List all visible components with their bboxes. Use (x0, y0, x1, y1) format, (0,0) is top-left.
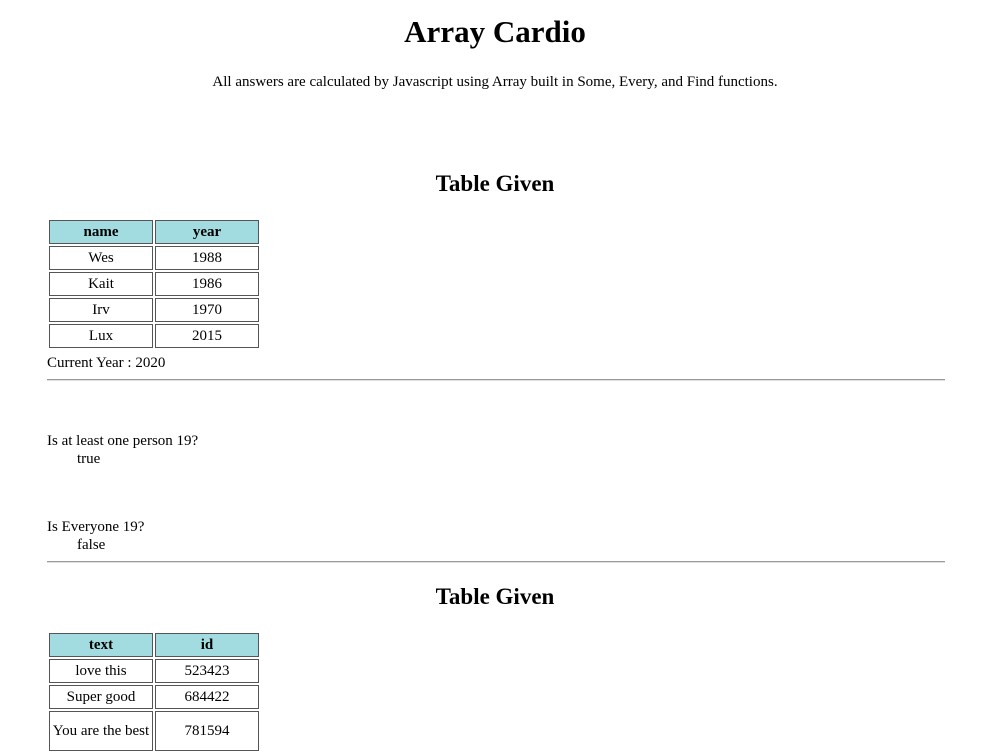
column-header-year: year (155, 220, 259, 244)
table-row (49, 711, 259, 751)
cell-text: You are the best (49, 711, 153, 751)
section-title-comments: Table Given (435, 584, 555, 609)
comments-table (47, 631, 261, 753)
divider (47, 561, 945, 563)
answer-some: true (77, 451, 101, 467)
table-header-row (49, 633, 259, 657)
cell-name: Lux (49, 324, 153, 348)
table-row (49, 685, 259, 709)
table-row (49, 298, 259, 322)
divider (47, 379, 945, 381)
cell-year: 2015 (155, 324, 259, 348)
table-row (49, 272, 259, 296)
table-header-row (49, 220, 259, 244)
page-subtitle: All answers are calculated by Javascript using Array built in Some, Every, and Find functions. (212, 74, 778, 90)
cell-name: Irv (49, 298, 153, 322)
cell-year: 1986 (155, 272, 259, 296)
cell-id: 523423 (155, 659, 259, 683)
cell-name: Kait (49, 272, 153, 296)
cell-text: love this (49, 659, 153, 683)
section-title-people: Table Given (435, 171, 555, 196)
question-every: Is Everyone 19? (47, 519, 145, 535)
cell-id: 781594 (155, 711, 259, 751)
current-year-label: Current Year : 2020 (47, 355, 166, 371)
column-header-text: text (49, 633, 153, 657)
table-row (49, 659, 259, 683)
cell-text: Super good (49, 685, 153, 709)
column-header-id: id (155, 633, 259, 657)
people-table (47, 218, 261, 350)
table-row (49, 246, 259, 270)
cell-year: 1970 (155, 298, 259, 322)
cell-year: 1988 (155, 246, 259, 270)
cell-id: 684422 (155, 685, 259, 709)
table-row (49, 324, 259, 348)
page-title: Array Cardio (404, 14, 586, 49)
cell-name: Wes (49, 246, 153, 270)
answer-every: false (77, 537, 106, 553)
column-header-name: name (49, 220, 153, 244)
question-some: Is at least one person 19? (47, 433, 199, 449)
